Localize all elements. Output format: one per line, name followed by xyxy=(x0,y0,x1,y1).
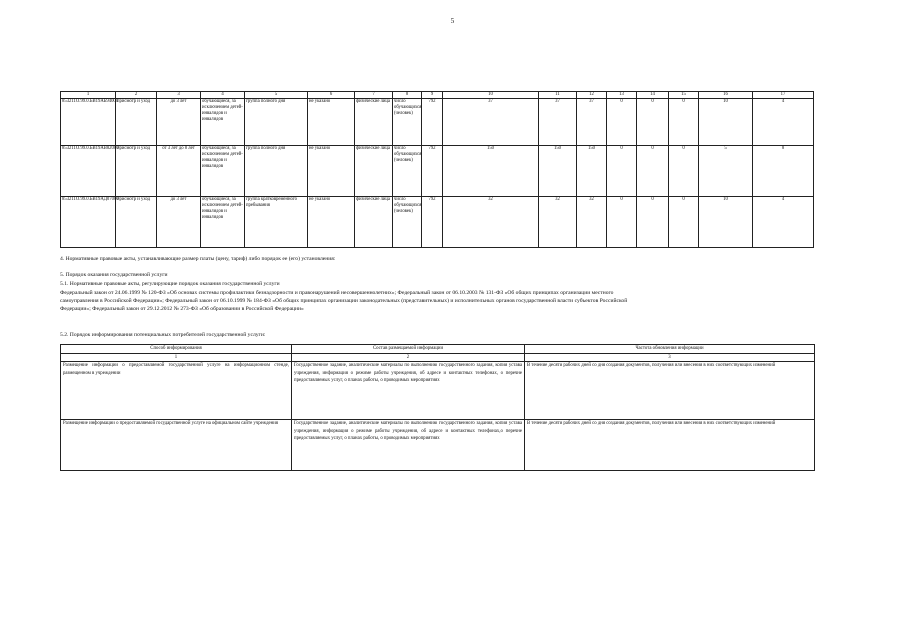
column-number: 14 xyxy=(637,92,669,99)
table-cell: 853211О.99.0.БВ19АД07000 xyxy=(61,197,116,248)
table-header-row xyxy=(61,92,814,99)
column-number: 4 xyxy=(201,92,245,99)
table-cell: 32 xyxy=(577,197,607,248)
table-cell: группа кратковременного пребывания xyxy=(245,197,308,248)
table-cell: физические лица xyxy=(355,197,393,248)
table-cell: 0 xyxy=(637,99,669,146)
column-number: 3 xyxy=(525,353,815,362)
table-row xyxy=(61,197,814,248)
table-cell: до 3 лет xyxy=(157,99,201,146)
column-number: 11 xyxy=(539,92,577,99)
table-header-row xyxy=(61,345,815,354)
table-row xyxy=(61,99,814,146)
table-row xyxy=(61,146,814,197)
table-cell: 0 xyxy=(607,146,637,197)
table-cell: 37 xyxy=(539,99,577,146)
table-cell: группа полного дня xyxy=(245,146,308,197)
table-cell: не указано xyxy=(308,99,355,146)
column-number: 17 xyxy=(753,92,814,99)
table-cell: 0 xyxy=(669,99,699,146)
table-cell: Размещение информации о предоставляемой государственной услуге на информационном стенде, размещенном в учреждении xyxy=(61,362,292,420)
column-number: 12 xyxy=(577,92,607,99)
table-cell: 150 xyxy=(539,146,577,197)
table-cell: 792 xyxy=(422,146,443,197)
table-cell: 150 xyxy=(577,146,607,197)
table-cell: 0 xyxy=(637,197,669,248)
table-cell: обучающиеся, за исключением детей-инвалидов и инвалидов xyxy=(201,197,245,248)
column-number: 9 xyxy=(422,92,443,99)
column-number: 3 xyxy=(157,92,201,99)
table-cell: 853211О.99.0.БВ19АВ82000 xyxy=(61,146,116,197)
section-4-text: 4. Нормативные правовые акты, устанавливающие размер платы (цену, тариф) либо порядок ее (его) установления: xyxy=(60,256,336,262)
section-5-title: 5. Порядок оказания государственной услуги xyxy=(60,272,168,278)
table-cell: 0 xyxy=(669,146,699,197)
table-row xyxy=(61,420,815,471)
column-header: Способ информирования xyxy=(61,345,292,354)
table-cell: 32 xyxy=(443,197,539,248)
table-cell: В течение десяти рабочих дней со дня создания документов, получения или внесения в них соответствующих изменений xyxy=(525,362,815,420)
table-cell: 792 xyxy=(422,99,443,146)
table-cell: физические лица xyxy=(355,99,393,146)
table-cell: 4 xyxy=(753,99,814,146)
table-cell: Размещение информации о предоставляемой государственной услуге на официальном сайте учреждения xyxy=(61,420,292,471)
table-cell: группа полного дня xyxy=(245,99,308,146)
column-number: 10 xyxy=(443,92,539,99)
table-cell: 10 xyxy=(699,99,753,146)
service-volume-table xyxy=(60,91,814,248)
table-cell: 5 xyxy=(699,146,753,197)
table-cell: до 3 лет xyxy=(157,197,201,248)
table-cell: 37 xyxy=(577,99,607,146)
column-number: 6 xyxy=(308,92,355,99)
table-cell: от 3 лет до 8 лет xyxy=(157,146,201,197)
table-cell: 4 xyxy=(753,197,814,248)
table-cell: не указано xyxy=(308,146,355,197)
section-5-1-line-1: Федеральный закон от 24.06.1999 № 120-ФЗ «Об основах системы профилактики безнадзорности и правонарушений несовершеннолетних»; Федеральный закон от 06.10.2003 № 131-ФЗ «Об общих принципах организации местного xyxy=(60,290,614,296)
table-cell: число обучающихся (человек) xyxy=(393,197,422,248)
table-cell: присмотр и уход xyxy=(116,146,157,197)
table-cell: В течение десяти рабочих дней со дня создания документов, получения или внесения в них соответствующих изменений xyxy=(525,420,815,471)
column-number: 1 xyxy=(61,353,292,362)
table-cell: 853211О.99.0.БВ19АБ94000 xyxy=(61,99,116,146)
table-cell: обучающиеся, за исключением детей-инвалидов и инвалидов xyxy=(201,99,245,146)
section-5-2-title: 5.2. Порядок информирования потенциальных потребителей государственной услуги: xyxy=(60,332,266,338)
section-5-1-line-3: Федерации»; Федеральный закон от 29.12.2012 № 273-ФЗ «Об образовании в Российской Федерации» xyxy=(60,306,304,312)
table-cell: 150 xyxy=(443,146,539,197)
column-number: 1 xyxy=(61,92,116,99)
table-cell: число обучающихся (человек) xyxy=(393,146,422,197)
table-cell: Государственное задание, аналитические материалы по выполнению государственного задания, копия устава учреждения, информация о режиме работы учреждения, об адресе и контактных телефонах,о перечне предоставляемых услуг, о планах работы, о проводимых мероприятиях xyxy=(292,420,525,471)
table-number-row xyxy=(61,353,815,362)
column-header: Частота обновления информации xyxy=(525,345,815,354)
column-number: 2 xyxy=(116,92,157,99)
column-number: 15 xyxy=(669,92,699,99)
column-number: 7 xyxy=(355,92,393,99)
table-cell: Государственное задание, аналитические материалы по выполнению государственного задания, копия устава учреждения, информация о режиме работы учреждения, об адресе и контактных телефонах, о перечне предоставляемых услуг, о планах работы, о проводимых мероприятиях xyxy=(292,362,525,420)
column-number: 8 xyxy=(393,92,422,99)
table-cell: присмотр и уход xyxy=(116,197,157,248)
section-5-1-line-2: самоуправления в Российской Федерации»; Федеральный закон от 06.10.1999 № 184-ФЗ «Об общих принципах организации законодательных (представительных) и исполнительных органов государственной власти субъектов Российской xyxy=(60,298,628,304)
table-cell: 0 xyxy=(607,197,637,248)
table-cell: 32 xyxy=(539,197,577,248)
table-cell: 10 xyxy=(699,197,753,248)
table-row xyxy=(61,362,815,420)
column-number: 16 xyxy=(699,92,753,99)
table-cell: 0 xyxy=(607,99,637,146)
table-cell: 37 xyxy=(443,99,539,146)
table-cell: 792 xyxy=(422,197,443,248)
table-cell: присмотр и уход xyxy=(116,99,157,146)
section-5-1-title: 5.1. Нормативные правовые акты, регулирующие порядок оказания государственной услуги xyxy=(60,281,280,287)
table-cell: обучающиеся, за исключением детей-инвалидов и инвалидов xyxy=(201,146,245,197)
column-number: 13 xyxy=(607,92,637,99)
table-cell: 8 xyxy=(753,146,814,197)
informing-methods-table xyxy=(60,344,815,471)
column-number: 5 xyxy=(245,92,308,99)
table-cell: 0 xyxy=(637,146,669,197)
table-cell: физические лица xyxy=(355,146,393,197)
column-header: Состав размещаемой информации xyxy=(292,345,525,354)
column-number: 2 xyxy=(292,353,525,362)
table-cell: не указано xyxy=(308,197,355,248)
table-cell: число обучающихся (человек) xyxy=(393,99,422,146)
page-number: 5 xyxy=(450,17,455,25)
table-cell: 0 xyxy=(669,197,699,248)
